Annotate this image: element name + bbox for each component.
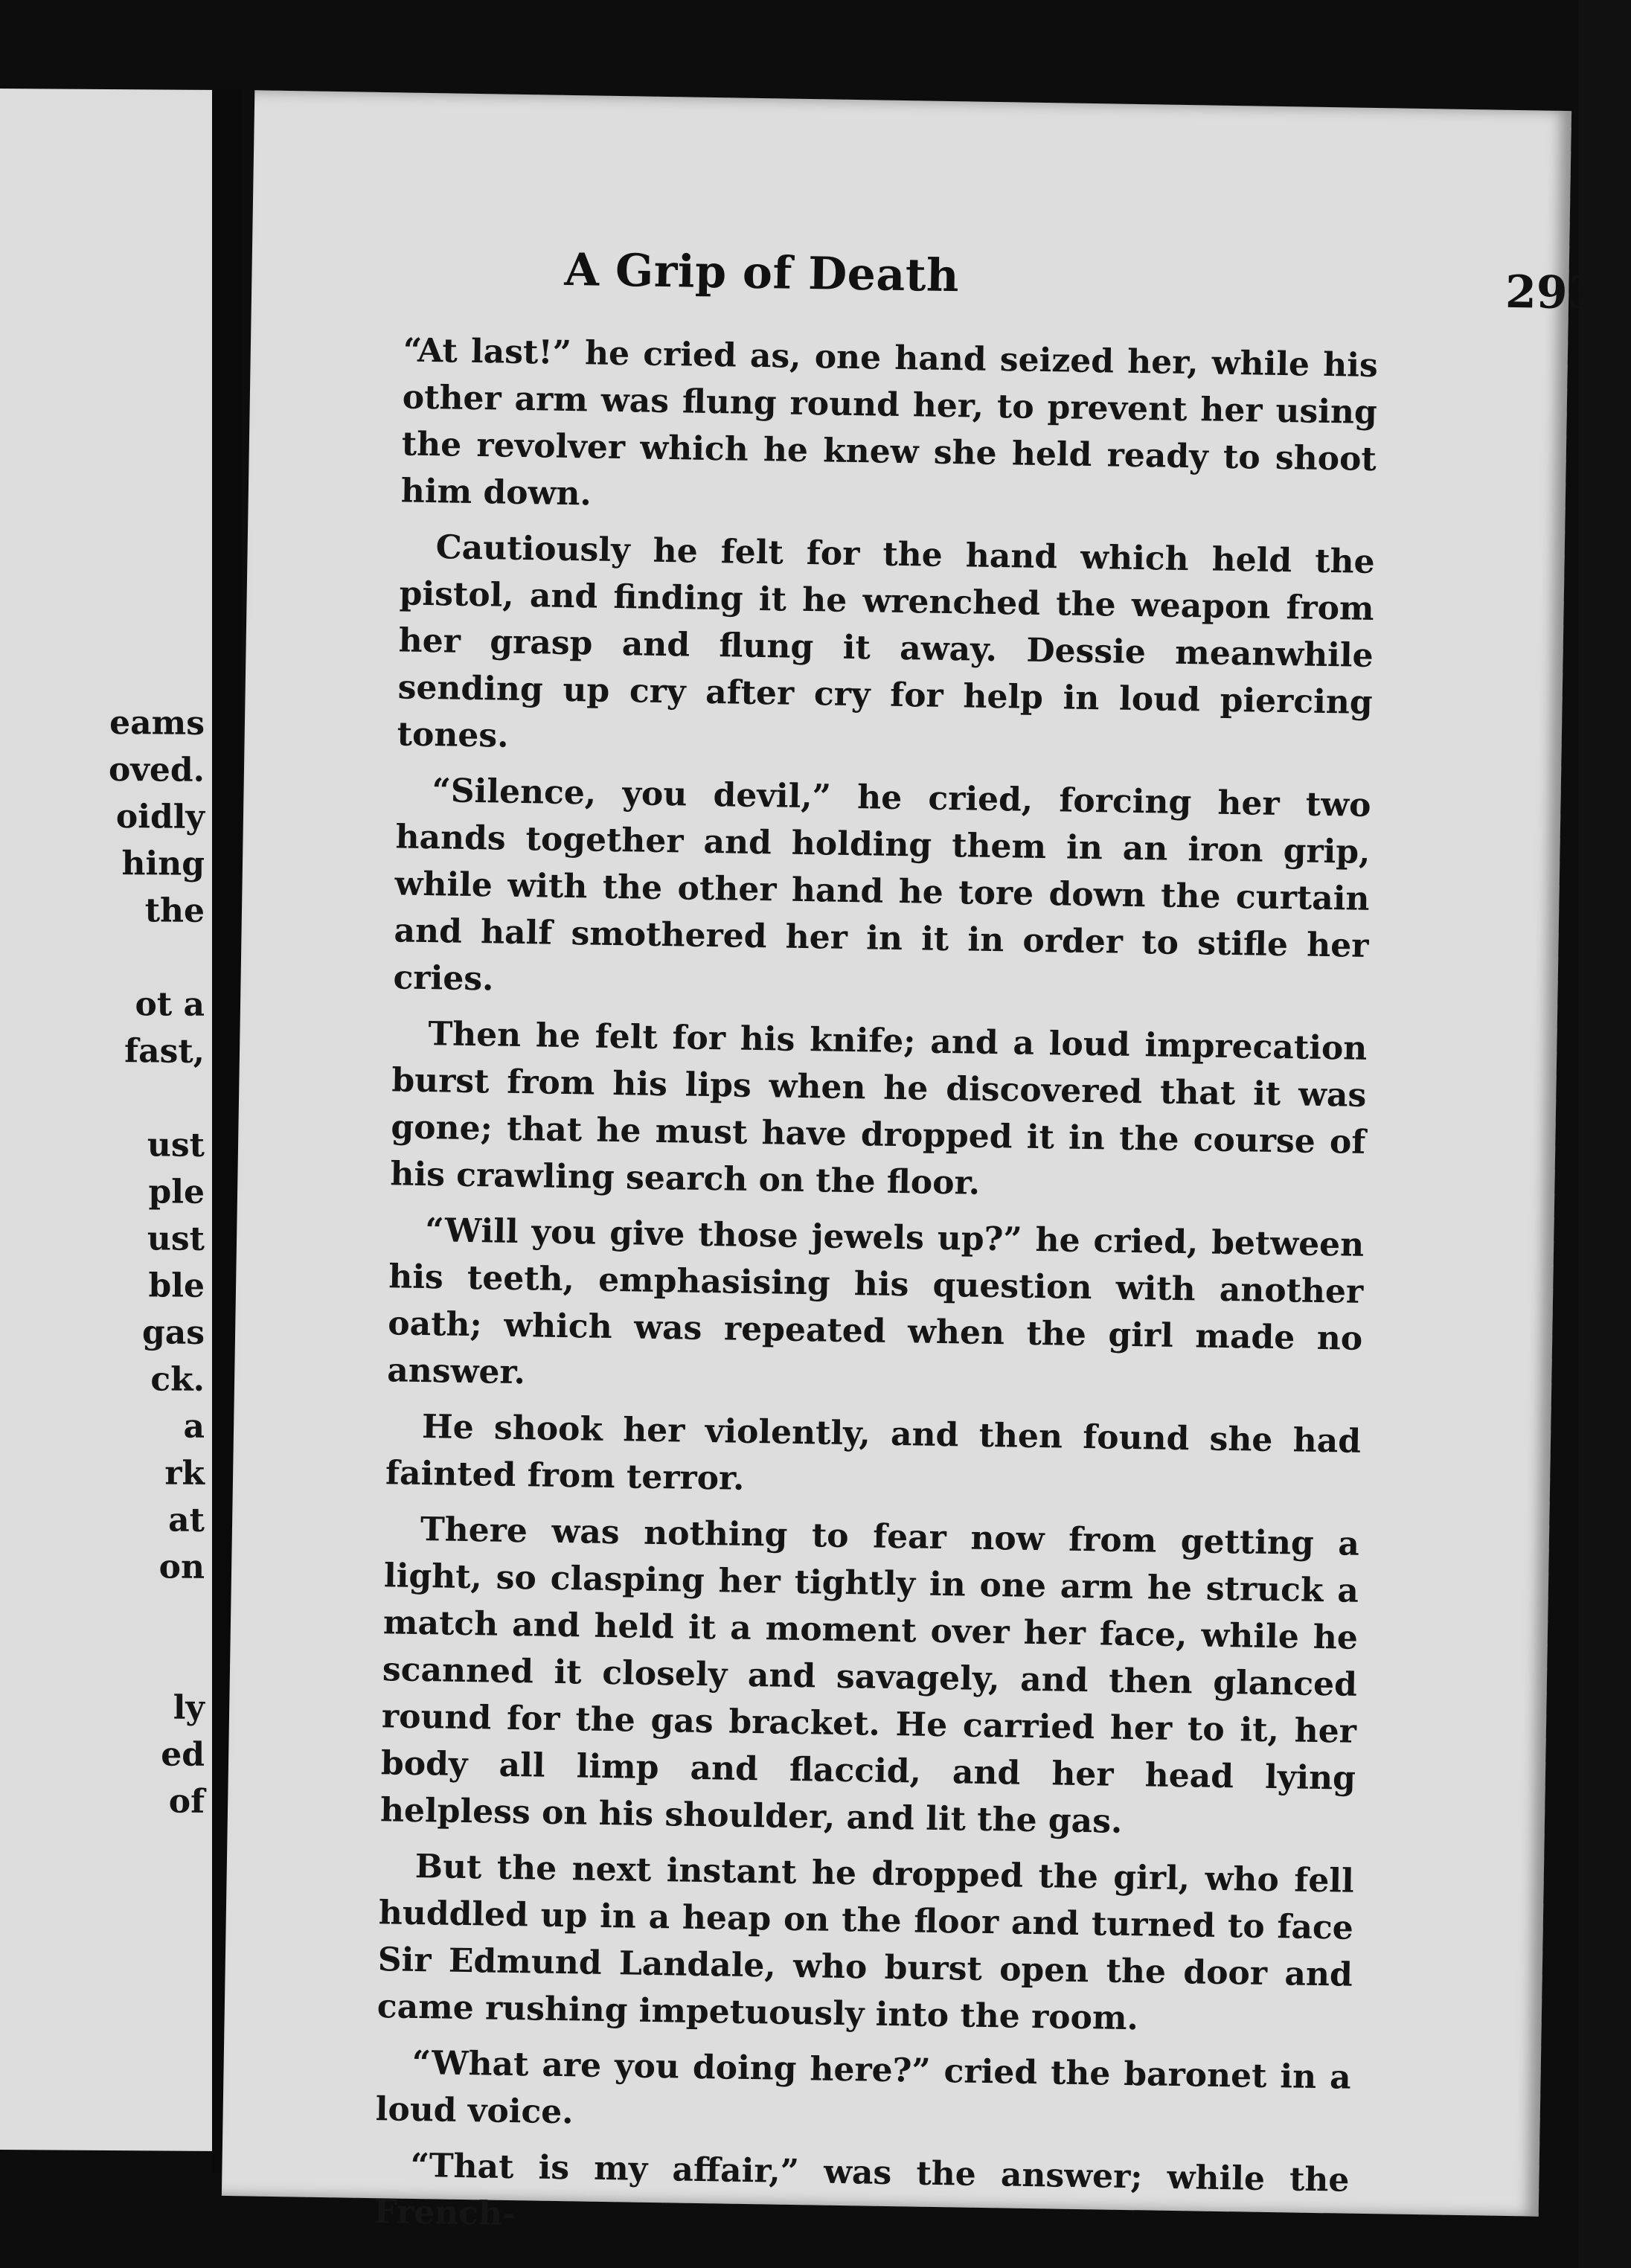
left-fragment-line: oved. [109, 750, 205, 789]
left-fragment-line [109, 1074, 205, 1122]
left-fragment-line: fast, [124, 1032, 205, 1071]
left-facing-page [0, 89, 225, 2151]
paragraph: “That is my affair,” was the answer; while the French- [374, 2146, 1350, 2234]
page-number: 293 [1505, 266, 1599, 320]
paragraph: “At last!” he cried as, one hand seized her, while his other arm was flung round her, to prevent her using the revolver which he knew she held ready to shoot him down. [400, 331, 1379, 513]
left-fragment-line: oidly [115, 798, 205, 836]
left-fragment-line: rk [164, 1454, 205, 1493]
main-page [222, 90, 1599, 2234]
paragraph: Cautiously he felt for the hand which held the pistol, and finding it he wrenched the weapon from her grasp and flung it away. Dessie meanwhile sending up cry after cry for help in loud piercing tones. [397, 528, 1375, 755]
left-fragment-line: eams [109, 703, 205, 743]
paragraph: “Silence, you devil,” he cried, forcing her two hands together and holding them in an iron grip, while with the other hand he tore down the curtain and half smothered her in it in order to stifle her cries. [393, 772, 1371, 999]
paragraph: He shook her violently, and then found she had fainted from terror. [385, 1408, 1362, 1498]
left-fragment-line: ust [147, 1126, 205, 1165]
left-fragment-line: a [183, 1407, 205, 1446]
running-title: A Grip of Death [564, 243, 960, 303]
left-fragment-line: ple [148, 1173, 205, 1211]
paragraph: “What are you doing here?” cried the baronet in a loud voice. [375, 2043, 1351, 2132]
left-fragment-line [109, 1590, 205, 1638]
paragraph: “Will you give those jewels up?” he cried, between his teeth, emphasising his question with another oath; which was repeated when the girl made no answer. [386, 1211, 1365, 1392]
left-fragment-line: the [144, 891, 205, 930]
left-fragment-line: ly [173, 1688, 205, 1727]
left-fragment-line: on [158, 1548, 205, 1586]
left-fragment-line: of [168, 1782, 205, 1821]
running-head [408, 242, 1629, 328]
left-fragment-line: at [168, 1501, 205, 1540]
left-fragment-line: hing [121, 845, 205, 883]
left-fragment-line: ble [148, 1266, 205, 1305]
left-fragment-line: ck. [150, 1360, 205, 1399]
left-fragment-line [109, 1637, 205, 1685]
paragraph: But the next instant he dropped the girl, who fell huddled up in a heap on the floor and turned to face Sir Edmund Landale, who burst open the door and came rushing impetuously into the room. [376, 1847, 1355, 2038]
body-text [374, 327, 1378, 2259]
left-fragment-line: ust [147, 1220, 205, 1258]
left-fragment-line: ot a [135, 985, 205, 1024]
left-page-text-fragments [109, 699, 205, 1825]
left-fragment-line [109, 934, 205, 981]
left-fragment-line: ed [161, 1735, 205, 1774]
paragraph: Then he felt for his knife; and a loud imprecation burst from his lips when he discovered that it was gone; that he must have dropped it in the course of his crawling search on the floor. [390, 1015, 1368, 1202]
left-fragment-line: gas [141, 1313, 205, 1352]
paragraph: There was nothing to fear now from getting a light, so clasping her tightly in one arm he struck a match and held it a moment over her face, while he scanned it closely and savagely, and then glanced round for the gas bracket. He carried her to it, her body all limp and flaccid, and her head lying helpless on his shoulder, and lit the gas. [379, 1511, 1360, 1841]
